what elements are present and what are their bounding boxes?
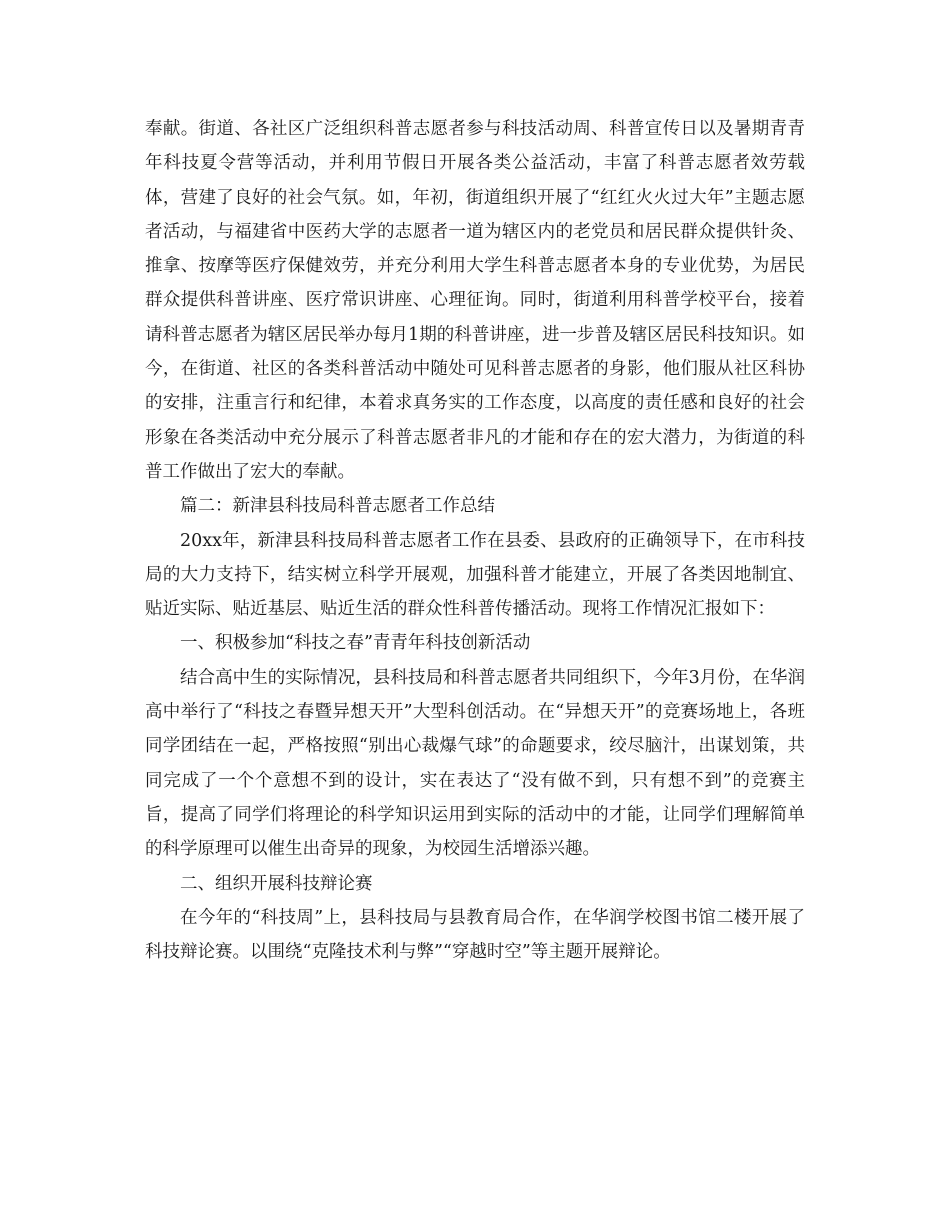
section-heading-one: 一、积极参加“科技之春”青青年科技创新活动	[180, 633, 531, 654]
section-heading-part-two: 篇二：新津县科技局科普志愿者工作总结	[180, 496, 495, 517]
paragraph-continuation: 奉献。街道、各社区广泛组织科普志愿者参与科技活动周、科普宣传日以及暑期青青年科技夏令营等活动，并利用节假日开展各类公益活动，丰富了科普志愿者效劳载体，营建了良好的社会气氛。如，年初，街道组织开展了“红红火火过大年”主题志愿者活动，与福建省中医药大学的志愿者一道为辖区内的老党员和居民群众提供针灸、推拿、按摩等医疗保健效劳，并充分利用大学生科普志愿者本身的专业优势，为居民群众提供科普讲座、医疗常识讲座、心理征询。同时，街道利用科普学校平台，接着请科普志愿者为辖区居民举办每月1期的科普讲座，进一步普及辖区居民科技知识。如今，在街道、社区的各类科普活动中随处可见科普志愿者的身影，他们服从社区科协的安排，注重言行和纪律，本着求真务实的工作态度，以高度的责任感和良好的社会形象在各类活动中充分展示了科普志愿者非凡的才能和存在的宏大潜力，为街道的科普工作做出了宏大的奉献。	[145, 119, 805, 482]
paragraph-section-two: 在今年的“科技周”上，县科技局与县教育局合作，在华润学校图书馆二楼开展了科技辩论赛。以围绕“克隆技术利与弊”“穿越时空”等主题开展辩论。	[145, 907, 805, 963]
document-page	[145, 112, 805, 969]
section-heading-two: 二、组织开展科技辩论赛	[180, 873, 373, 894]
paragraph-intro: 20xx年，新津县科技局科普志愿者工作在县委、县政府的正确领导下，在市科技局的大力支持下，结实树立科学开展观，加强科普才能建立，开展了各类因地制宜、贴近实际、贴近基层、贴近生活的群众性科普传播活动。现将工作情况汇报如下：	[145, 530, 805, 620]
paragraph-section-one: 结合高中生的实际情况，县科技局和科普志愿者共同组织下，今年3月份，在华润高中举行了“科技之春暨异想天开”大型科创活动。在“异想天开”的竞赛场地上，各班同学团结在一起，严格按照“别出心裁爆气球”的命题要求，绞尽脑汁，出谋划策，共同完成了一个个意想不到的设计，实在表达了“没有做不到，只有想不到”的竞赛主旨，提高了同学们将理论的科学知识运用到实际的活动中的才能，让同学们理解简单的科学原理可以催生出奇异的现象，为校园生活增添兴趣。	[145, 667, 805, 860]
